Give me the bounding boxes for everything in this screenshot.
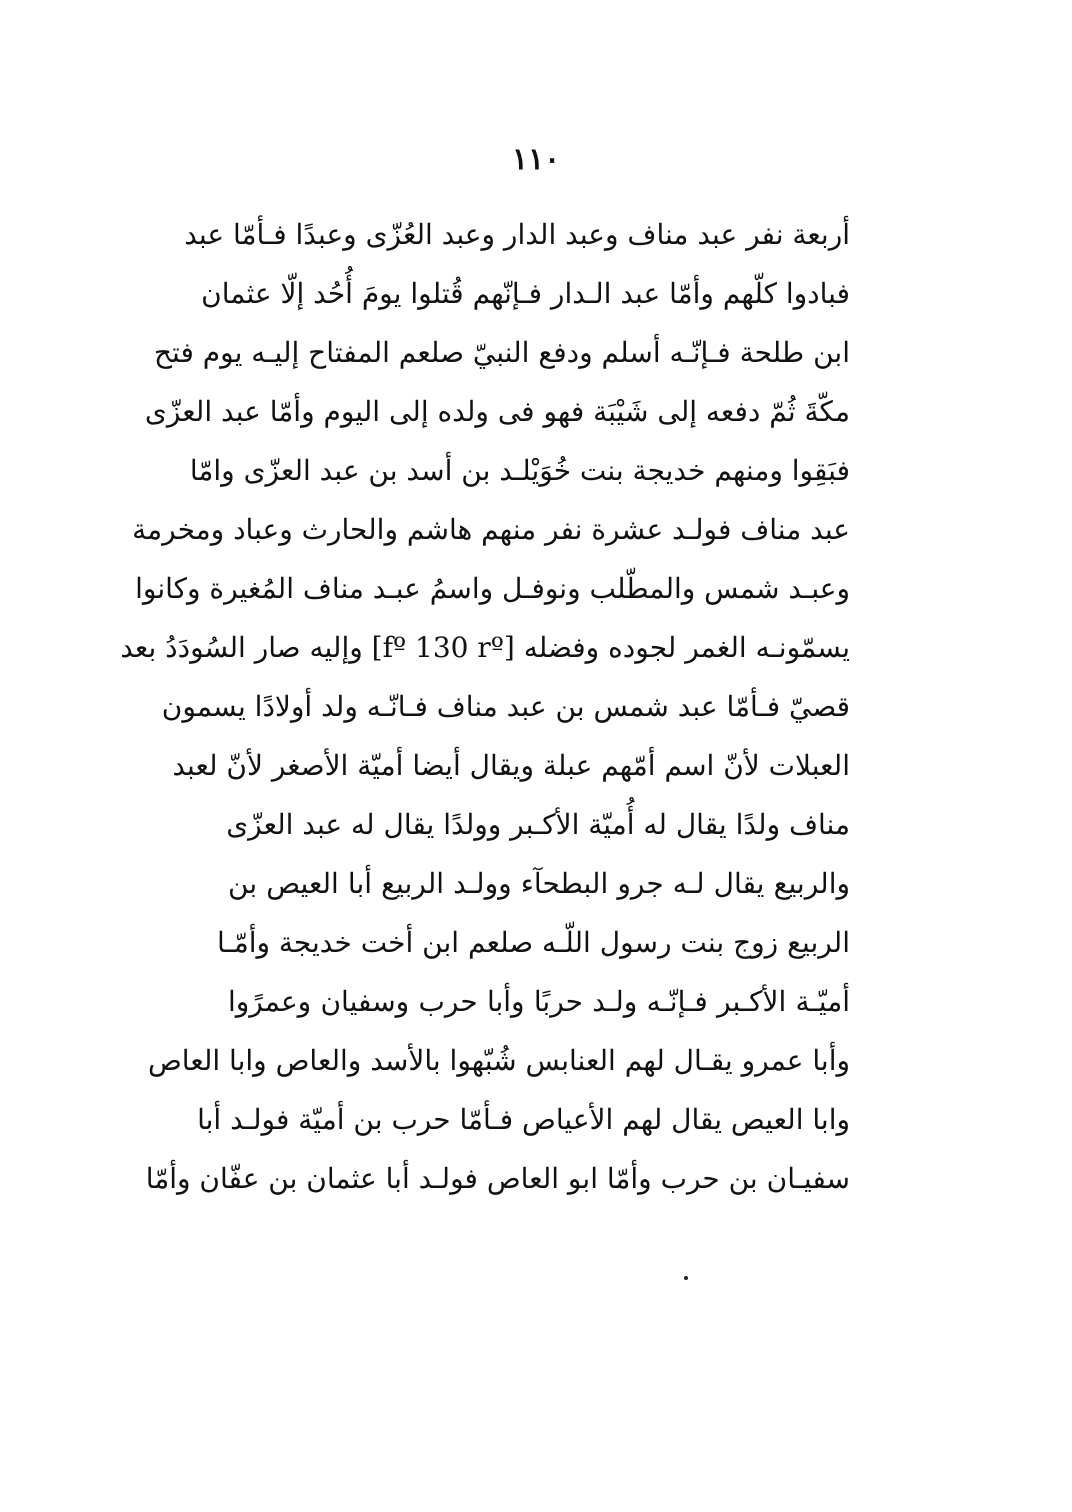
text-line: عبد مناف فولـد عشرة نفر منهم هاشم والحارث وعباد ومخرمة: [132, 513, 850, 546]
text-line: وعبـد شمس والمطّلب ونوفـل واسمُ عبـد مناف المُغيرة وكانوا: [135, 572, 850, 605]
text-line: يسمّونـه الغمر لجوده وفضله [fº 130 rº] وإليه صار السُودَدُ بعد: [120, 631, 850, 664]
text-line: فبادوا كلّهم وأمّا عبد الـدار فـإنّهم قُتلوا يومَ أُحُد إلّا عثمان: [201, 277, 850, 310]
text-line: أربعة نفر عبد مناف وعبد الدار وعبد العُزّى وعبدًا فـأمّا عبد: [184, 218, 850, 251]
text-line: ابن طلحة فـإنّـه أسلم ودفع النبيّ صلعم المفتاح إليـه يوم فتح: [153, 336, 850, 369]
text-line: مكّةَ ثُمّ دفعه إلى شَيْبَة فهو فى ولده إلى اليوم وأمّا عبد العزّى: [144, 395, 850, 428]
text-line: وأبا عمرو يقـال لهم العنابس شُبّهوا بالأسد والعاص وابا العاص: [147, 1044, 850, 1077]
arabic-text-block: [120, 205, 850, 1208]
page-number: ١١٠: [511, 142, 561, 177]
text-line: قصيّ فـأمّا عبد شمس بن عبد مناف فـانّـه ولد أولادًا يسمون: [161, 690, 850, 723]
text-line: والربيع يقال لـه جرو البطحآء وولـد الربيع أبا العيص بن: [228, 867, 850, 900]
ink-dot: [684, 1276, 688, 1280]
text-line: الربيع زوج بنت رسول اللّـه صلعم ابن أخت خديجة وأمّـا: [216, 926, 850, 959]
text-line: سفيـان بن حرب وأمّا ابو العاص فولـد أبا عثمان بن عفّان وأمّا: [145, 1162, 850, 1195]
text-line: العبلات لأنّ اسم أمّهم عبلة ويقال أيضا أميّة الأصغر لأنّ لعبد: [172, 749, 850, 782]
text-line: مناف ولدًا يقال له أُميّة الأكـبر وولدًا يقال له عبد العزّى: [226, 808, 850, 841]
text-line: وابا العيص يقال لهم الأعياص فـأمّا حرب بن أميّة فولـد أبا: [197, 1103, 850, 1136]
text-line: أميّـة الأكـبر فـإنّـه ولـد حربًا وأبا حرب وسفيان وعمرًوا: [228, 985, 850, 1018]
text-line: فبَقِوا ومنهم خديجة بنت خُوَيْلـد بن أسد بن عبد العزّى وامّا: [189, 454, 850, 487]
